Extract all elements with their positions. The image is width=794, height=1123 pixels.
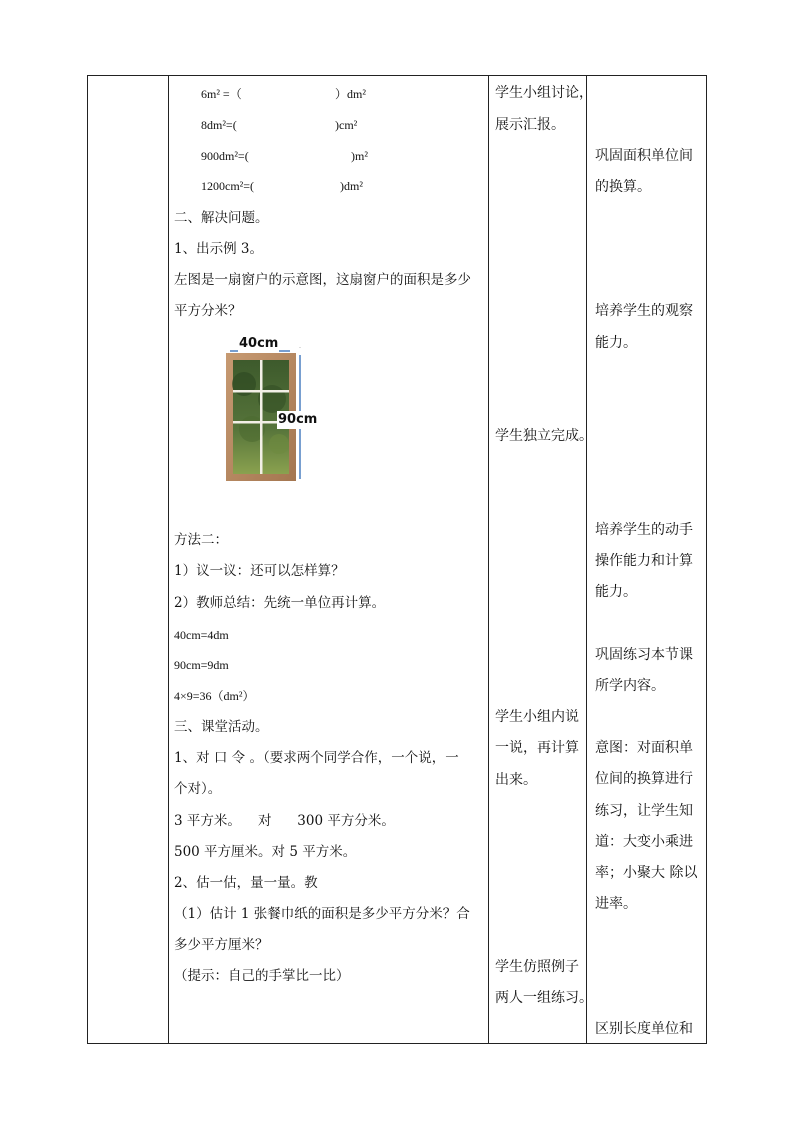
exercise-2-right: )cm² [335, 118, 358, 132]
student-1-line-1: 学生小组讨论， [495, 85, 593, 101]
section-3-heading: 三、课堂活动。 [174, 719, 269, 735]
intent-5-line-6: 进率。 [595, 896, 637, 912]
intent-3-line-1: 培养学生的动手 [595, 522, 693, 538]
activity-2: 2、估一估，量一量。教 [174, 875, 318, 891]
window-height-label: 90cm [278, 412, 318, 427]
student-3-line-2: 一说，再计算 [495, 740, 579, 756]
window-width-label: 40cm [239, 336, 279, 351]
example-3: 1、出示例 3。 [174, 241, 263, 257]
intent-4-line-1: 巩固练习本节课 [595, 647, 693, 663]
intent-5-line-4: 道：大变小乘进 [595, 834, 693, 850]
lesson-table [87, 75, 707, 1044]
intent-2-line-1: 培养学生的观察 [595, 303, 693, 319]
exercise-3-right: )m² [351, 149, 368, 163]
activity-2-question-line-2: 多少平方厘米？ [174, 937, 269, 953]
method-step-2: 2）教师总结：先统一单位再计算。 [174, 595, 386, 611]
student-1-line-2: 展示汇报。 [495, 117, 565, 133]
hint: （提示：自己的手掌比一比） [174, 968, 350, 984]
pair-2: 500 平方厘米。对 5 平方米。 [174, 844, 357, 860]
student-3-line-1: 学生小组内说 [495, 709, 579, 725]
method-2-heading: 方法二： [174, 532, 228, 548]
intent-6-line-1: 区别长度单位和 [595, 1021, 693, 1037]
method-step-1: 1）议一议：还可以怎样算？ [174, 563, 345, 579]
student-2: 学生独立完成。 [495, 428, 593, 444]
student-3-line-3: 出来。 [495, 772, 537, 788]
exercise-4-right: )dm² [340, 179, 363, 193]
intent-1-line-1: 巩固面积单位间 [595, 148, 693, 164]
student-4-line-1: 学生仿照例子 [495, 959, 579, 975]
intent-4-line-2: 所学内容。 [595, 678, 665, 694]
intent-2-line-2: 能力。 [595, 335, 637, 351]
activity-1-line-1: 1、对 口 令 。（要求两个同学合作，一个说，一 [174, 750, 459, 766]
exercise-2-left: 8dm²=( [201, 118, 237, 132]
activity-2-question-line-1: （1）估计 1 张餐巾纸的面积是多少平方分米？合 [174, 906, 470, 922]
intent-5-line-2: 位间的换算进行 [595, 771, 693, 787]
activity-1-line-2: 个对）。 [174, 781, 222, 797]
question-line-1: 左图是一扇窗户的示意图，这扇窗户的面积是多少 [174, 272, 471, 288]
student-4-line-2: 两人一组练习。 [495, 990, 593, 1006]
design-intent-cell [586, 76, 706, 1043]
calc-1: 40cm=4dm [174, 628, 229, 642]
calc-2: 90cm=9dm [174, 658, 229, 672]
student-activity-cell [488, 76, 593, 1043]
pair-1: 3 平方米。 对 300 平方分米。 [174, 813, 395, 829]
section-2-heading: 二、解决问题。 [174, 210, 269, 226]
calc-3: 4×9=36（dm²） [174, 689, 255, 703]
question-line-2: 平方分米？ [174, 303, 242, 319]
teaching-content-cell [168, 76, 488, 1043]
intent-5-line-1: 意图：对面积单 [595, 740, 693, 756]
intent-5-line-3: 练习，让学生知 [595, 803, 693, 819]
intent-3-line-3: 能力。 [595, 584, 637, 600]
intent-5-line-5: 率；小聚大 除以 [595, 865, 698, 881]
exercise-1-left: 6m² =（ [201, 87, 242, 101]
exercise-3-left: 900dm²=( [201, 149, 249, 163]
intent-1-line-2: 的换算。 [595, 179, 651, 195]
intent-3-line-2: 操作能力和计算 [595, 553, 693, 569]
exercise-1-right: ）dm² [335, 87, 366, 101]
exercise-4-left: 1200cm²=( [201, 179, 255, 193]
